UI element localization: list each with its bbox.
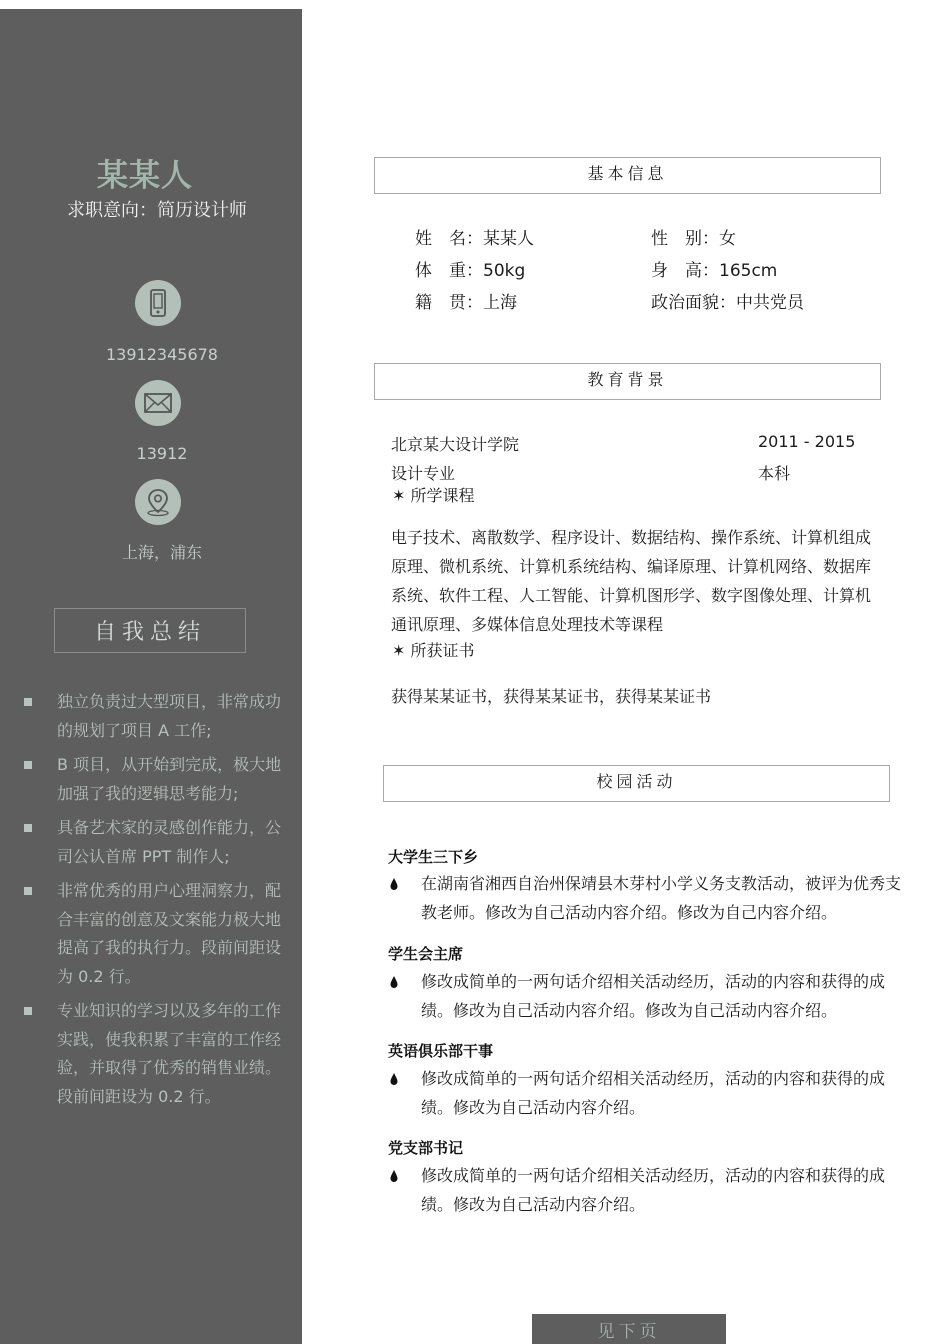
drop-bullet-icon bbox=[389, 975, 399, 989]
summary-item bbox=[0, 997, 302, 1111]
education-title: 教育背景 bbox=[374, 363, 881, 400]
job-intent: 求职意向：简历设计师 bbox=[67, 200, 247, 221]
phone-icon bbox=[135, 280, 181, 326]
info-name: 姓 名：某某人 bbox=[415, 229, 534, 249]
degree: 本科 bbox=[758, 464, 791, 483]
info-political: 政治面貌：中共党员 bbox=[651, 293, 804, 313]
candidate-name: 某某人 bbox=[97, 158, 193, 194]
drop-bullet-icon bbox=[389, 1169, 399, 1183]
summary-text: 独立负责过大型项目，非常成功的规划了项目 A 工作; bbox=[57, 692, 282, 740]
activity-text: 在湖南省湘西自治州保靖县木芽村小学义务支教活动，被评为优秀支教老师。修改为自己活动内容介绍。修改为自己内容介绍。 bbox=[421, 874, 902, 922]
summary-list bbox=[0, 688, 302, 1117]
info-weight: 体 重：50kg bbox=[415, 261, 526, 281]
summary-item bbox=[0, 814, 302, 871]
summary-title: 自我总结 bbox=[54, 608, 246, 653]
mail-text: 13912 bbox=[136, 444, 188, 463]
summary-item bbox=[0, 688, 302, 745]
mail-icon bbox=[135, 380, 181, 426]
activity-title: 学生会主席 bbox=[388, 945, 464, 963]
summary-text: B 项目，从开始到完成，极大地加强了我的逻辑思考能力; bbox=[57, 755, 282, 803]
summary-item bbox=[0, 877, 302, 991]
summary-item bbox=[0, 751, 302, 808]
summary-text: 非常优秀的用户心理洞察力，配合丰富的创意及文案能力极大地提高了我的执行力。段前间距设为 0.2 行。 bbox=[57, 881, 282, 986]
courses-heading: ✶ 所学课程 bbox=[392, 486, 475, 505]
activity-text: 修改成简单的一两句话介绍相关活动经历，活动的内容和获得的成绩。修改为自己活动内容介绍。 bbox=[421, 1166, 886, 1214]
activity-title: 大学生三下乡 bbox=[388, 848, 479, 866]
activity-title: 英语俱乐部干事 bbox=[388, 1042, 494, 1060]
square-bullet-icon bbox=[24, 1007, 32, 1015]
location-icon bbox=[135, 479, 181, 525]
activity-text: 修改成简单的一两句话介绍相关活动经历，活动的内容和获得的成绩。修改为自己活动内容介绍。 bbox=[421, 1069, 886, 1117]
campus-title: 校园活动 bbox=[383, 765, 890, 802]
square-bullet-icon bbox=[24, 761, 32, 769]
school-years: 2011 - 2015 bbox=[758, 432, 856, 451]
info-hometown: 籍 贯：上海 bbox=[415, 293, 517, 313]
activity-title: 党支部书记 bbox=[388, 1139, 464, 1157]
info-gender: 性 别：女 bbox=[651, 229, 736, 249]
square-bullet-icon bbox=[24, 698, 32, 706]
phone-number: 13912345678 bbox=[106, 345, 218, 364]
courses-text: 电子技术、离散数学、程序设计、数据结构、操作系统、计算机组成原理、微机系统、计算机系统结构、编译原理、计算机网络、数据库系统、软件工程、人工智能、计算机图形学、数字图像处理、计算机通讯原理、多媒体信息处理技术等课程 bbox=[391, 528, 872, 634]
location-text: 上海，浦东 bbox=[121, 543, 202, 562]
drop-bullet-icon bbox=[389, 877, 399, 891]
certs-text: 获得某某证书，获得某某证书，获得某某证书 bbox=[391, 687, 712, 706]
basic-info-title: 基本信息 bbox=[374, 157, 881, 194]
major: 设计专业 bbox=[391, 464, 456, 483]
info-height: 身 高：165cm bbox=[651, 261, 778, 281]
square-bullet-icon bbox=[24, 887, 32, 895]
activity-text: 修改成简单的一两句话介绍相关活动经历，活动的内容和获得的成绩。修改为自己活动内容介绍。修改为自己活动内容介绍。 bbox=[421, 972, 886, 1020]
drop-bullet-icon bbox=[389, 1072, 399, 1086]
next-page-label: 见下页 bbox=[532, 1314, 726, 1344]
summary-text: 具备艺术家的灵感创作能力，公司公认首席 PPT 制作人; bbox=[57, 818, 282, 866]
school-name: 北京某大设计学院 bbox=[391, 435, 520, 454]
certs-heading: ✶ 所获证书 bbox=[392, 641, 475, 660]
square-bullet-icon bbox=[24, 824, 32, 832]
summary-text: 专业知识的学习以及多年的工作实践，使我积累了丰富的工作经验，并取得了优秀的销售业绩。段前间距设为 0.2 行。 bbox=[57, 1001, 282, 1106]
